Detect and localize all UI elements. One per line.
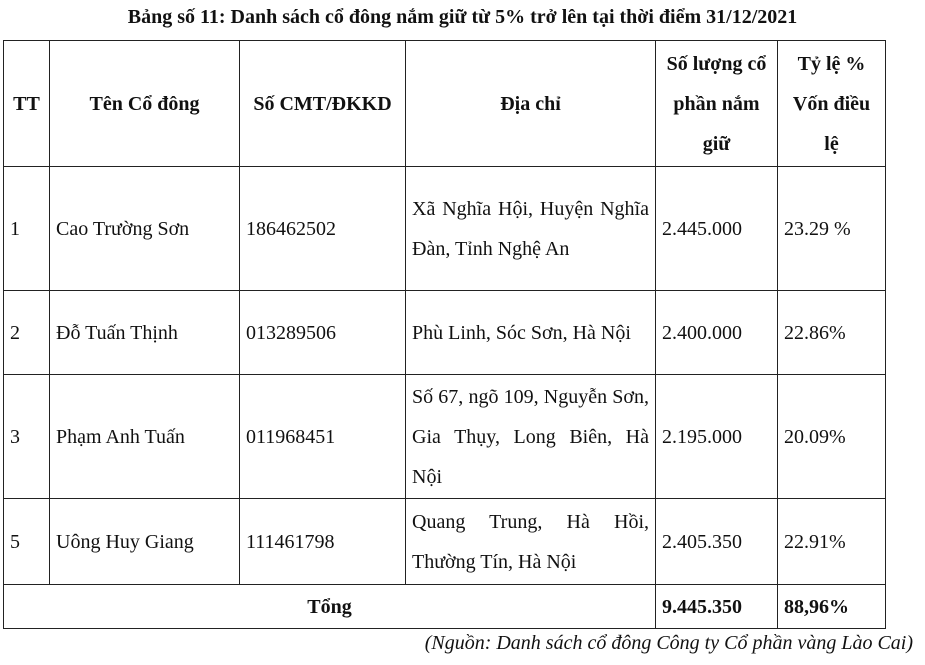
cell-shares: 2.405.350	[656, 499, 778, 585]
total-label: Tổng	[4, 585, 656, 629]
cell-name: Phạm Anh Tuấn	[50, 375, 240, 499]
table-row	[4, 375, 886, 499]
table-title: Bảng số 11: Danh sách cổ đông nắm giữ từ 5% trở lên tại thời điểm 31/12/2021	[127, 6, 798, 28]
cell-ratio: 20.09%	[778, 375, 886, 499]
cell-ratio: 22.91%	[778, 499, 886, 585]
cell-address: Quang Trung, Hà Hồi, Thường Tín, Hà Nội	[406, 499, 656, 585]
cell-address: Xã Nghĩa Hội, Huyện Nghĩa Đàn, Tỉnh Nghệ An	[406, 167, 656, 291]
cell-id: 111461798	[240, 499, 406, 585]
cell-ratio: 23.29 %	[778, 167, 886, 291]
total-shares: 9.445.350	[656, 585, 778, 629]
header-name: Tên Cổ đông	[50, 41, 240, 167]
shareholder-table	[3, 40, 886, 629]
cell-shares: 2.445.000	[656, 167, 778, 291]
cell-shares: 2.195.000	[656, 375, 778, 499]
total-ratio: 88,96%	[778, 585, 886, 629]
cell-ratio: 22.86%	[778, 291, 886, 375]
header-address: Địa chỉ	[406, 41, 656, 167]
header-shares: Số lượng cổ phần nắm giữ	[656, 41, 778, 167]
cell-id: 011968451	[240, 375, 406, 499]
cell-tt: 5	[4, 499, 50, 585]
table-row	[4, 167, 886, 291]
cell-tt: 1	[4, 167, 50, 291]
cell-id: 186462502	[240, 167, 406, 291]
total-row	[4, 585, 886, 629]
header-id: Số CMT/ĐKKD	[240, 41, 406, 167]
cell-name: Uông Huy Giang	[50, 499, 240, 585]
header-ratio: Tỷ lệ % Vốn điều lệ	[778, 41, 886, 167]
cell-name: Đỗ Tuấn Thịnh	[50, 291, 240, 375]
cell-id: 013289506	[240, 291, 406, 375]
cell-address: Số 67, ngõ 109, Nguyễn Sơn, Gia Thụy, Long Biên, Hà Nội	[406, 375, 656, 499]
source-note: (Nguồn: Danh sách cổ đông Công ty Cổ phần vàng Lào Cai)	[424, 632, 913, 654]
cell-name: Cao Trường Sơn	[50, 167, 240, 291]
header-tt: TT	[4, 41, 50, 167]
cell-tt: 3	[4, 375, 50, 499]
cell-address: Phù Linh, Sóc Sơn, Hà Nội	[406, 291, 656, 375]
table-row	[4, 499, 886, 585]
cell-shares: 2.400.000	[656, 291, 778, 375]
header-row	[4, 41, 886, 167]
table-row	[4, 291, 886, 375]
cell-tt: 2	[4, 291, 50, 375]
